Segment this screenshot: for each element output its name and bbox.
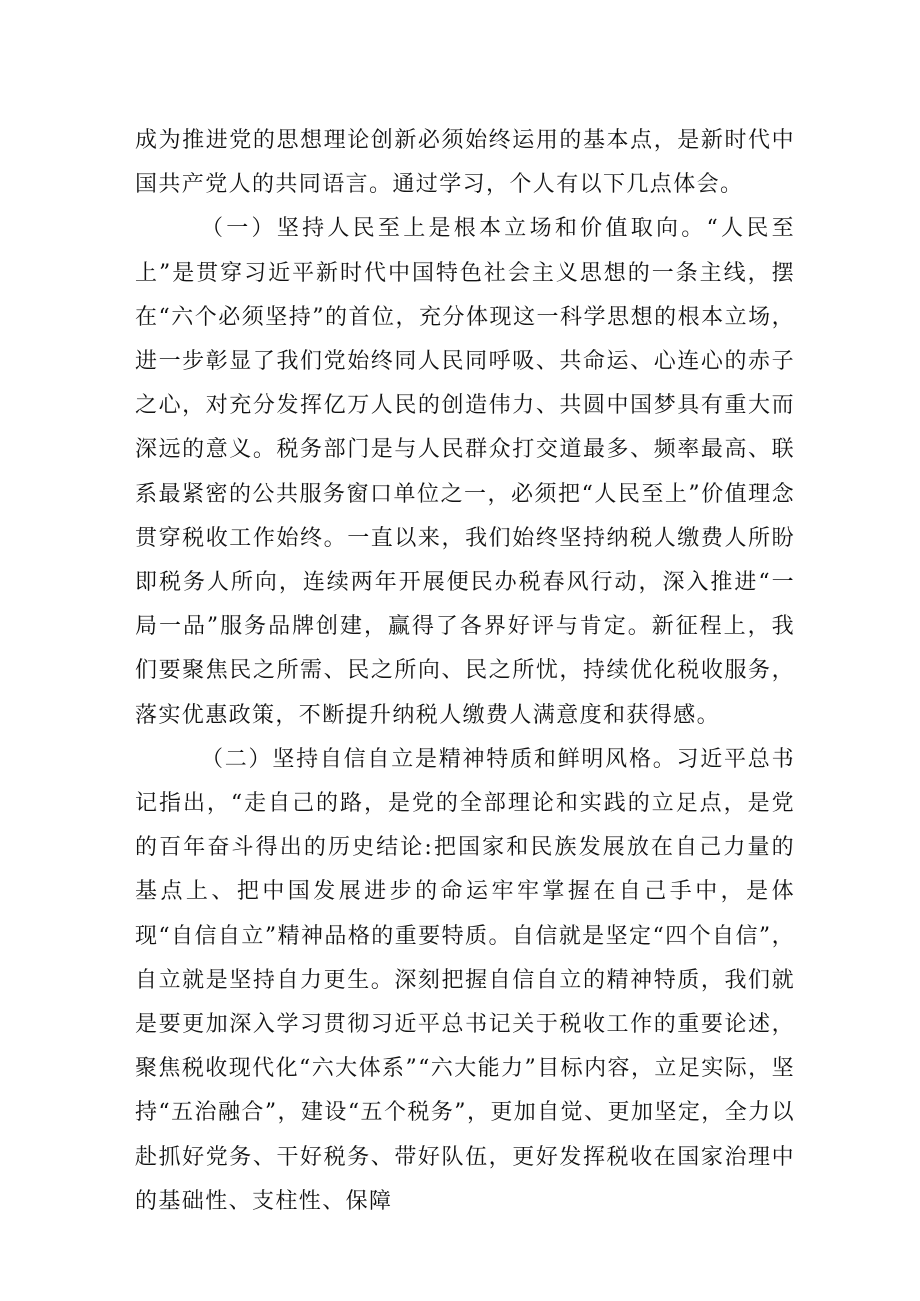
paragraph-people-first: （一）坚持人民至上是根本立场和价值取向。“人民至上”是贯穿习近平新时代中国特色社会主义思想的一条主线，摆在“六个必须坚持”的首位，充分体现这一科学思想的根本立场，进一步彰显了我们党始终同人民同呼吸、共命运、心连心的赤子之心，对充分发挥亿万人民的创造伟力、共圆中国梦具有重大而深远的意义。税务部门是与人民群众打交道最多、频率最高、联系最紧密的公共服务窗口单位之一，必须把“人民至上”价值理念贯穿税收工作始终。一直以来，我们始终坚持纳税人缴费人所盼即税务人所向，连续两年开展便民办税春风行动，深入推进“一局一品”服务品牌创建，赢得了各界好评与肯定。新征程上，我们要聚焦民之所需、民之所向、民之所忧，持续优化税收服务，落实优惠政策，不断提升纳税人缴费人满意度和获得感。 [135,216,795,728]
paragraph-self-confidence: （二）坚持自信自立是精神特质和鲜明风格。习近平总书记指出，“走自己的路，是党的全部理论和实践的立足点，是党的百年奋斗得出的历史结论:把国家和民族发展放在自己力量的基点上、把中国发展进步的命运牢牢掌握在自己手中，是体现“自信自立”精神品格的重要特质。自信就是坚定“四个自信”，自立就是坚持自力更生。深刻把握自信自立的精神特质，我们就是要更加深入学习贯彻习近平总书记关于税收工作的重要论述，聚焦税收现代化“六大体系”“六大能力”目标内容，立足实际，坚持“五治融合”，建设“五个税务”，更加自觉、更加坚定，全力以赴抓好党务、干好税务、带好队伍，更好发挥税收在国家治理中的基础性、支柱性、保障 [135,746,795,1214]
document-body [135,119,795,1224]
paragraph-intro-continuation: 成为推进党的思想理论创新必须始终运用的基本点，是新时代中国共产党人的共同语言。通过学习，个人有以下几点体会。 [135,128,795,198]
